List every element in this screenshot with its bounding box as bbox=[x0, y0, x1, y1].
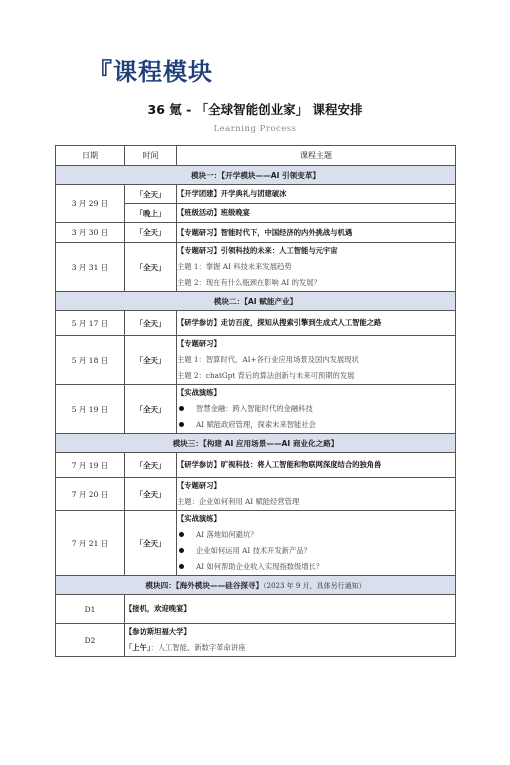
topic-line: 主题 2：chatGpt 背后的算法创新与未来可预期的发展 bbox=[177, 371, 355, 380]
bullet-item bbox=[177, 401, 455, 417]
row-topic bbox=[177, 511, 456, 576]
row-date: 5 月 17 日 bbox=[56, 311, 125, 336]
row-time: 「全天」 bbox=[125, 311, 177, 336]
column-header-date: 日期 bbox=[56, 146, 125, 166]
table-row bbox=[56, 311, 456, 336]
bullet-icon bbox=[179, 406, 184, 411]
module-title: 模块二：【AI 赋能产业】 bbox=[56, 292, 456, 311]
topic-line: 【专题研习】引领科技的未来：人工智能与元宇宙 bbox=[177, 246, 338, 255]
table-row bbox=[56, 336, 456, 385]
topic-line: 主题 1：掌握 AI 科技未来发展趋势 bbox=[177, 262, 292, 271]
row-topic bbox=[177, 453, 456, 478]
row-time: 「全天」 bbox=[125, 243, 177, 292]
topic-line: 【研学参访】旷视科技：将人工智能和物联网深度结合的独角兽 bbox=[177, 460, 382, 469]
row-topic bbox=[125, 595, 456, 624]
session-time: 「上午」 bbox=[125, 643, 151, 652]
row-topic bbox=[177, 478, 456, 511]
row-topic bbox=[177, 311, 456, 336]
bullet-icon bbox=[179, 548, 184, 553]
topic-line: 【专题研习】智能时代下，中国经济的内外挑战与机遇 bbox=[177, 227, 353, 237]
module-row bbox=[56, 166, 456, 185]
topic-line: 【研学参访】走访百度，探知从搜索引擎到生成式人工智能之路 bbox=[177, 318, 382, 327]
session-topic: ：人工智能、新数字革命讲座 bbox=[150, 643, 246, 652]
row-date: 3 月 31 日 bbox=[56, 243, 125, 292]
bullet-text: AI 赋能政府管理，探索未来智能社会 bbox=[196, 420, 316, 429]
topic-line: 主题 2：现在有什么瓶颈在影响 AI 的发展？ bbox=[177, 278, 321, 287]
row-date: 3 月 29 日 bbox=[56, 185, 125, 223]
bullet-icon bbox=[179, 564, 184, 569]
row-time: 「全天」 bbox=[125, 511, 177, 576]
row-time: 「全天」 bbox=[125, 478, 177, 511]
topic-line: 【开学团建】开学典礼与团建破冰 bbox=[177, 189, 287, 198]
row-topic bbox=[177, 243, 456, 292]
row-date: D2 bbox=[56, 624, 125, 657]
topic-line: 【专题研习】 bbox=[177, 481, 221, 490]
row-date: D1 bbox=[56, 595, 125, 624]
row-topic bbox=[177, 204, 456, 223]
bullet-text: 智慧金融：跨入智能时代的金融科技 bbox=[196, 404, 313, 413]
topic-line: 【实战演练】 bbox=[177, 388, 221, 397]
row-date: 5 月 18 日 bbox=[56, 336, 125, 385]
topic-line bbox=[125, 640, 455, 656]
row-time: 「全天」 bbox=[125, 336, 177, 385]
table-row bbox=[56, 595, 456, 624]
row-date: 3 月 30 日 bbox=[56, 223, 125, 243]
topic-line: 【参访斯坦福大学】 bbox=[125, 627, 191, 636]
page-heading: 『课程模块 bbox=[88, 58, 213, 86]
topic-line: 主题 1：智算时代，AI+各行业应用场景及国内发展现状 bbox=[177, 355, 359, 364]
row-date: 7 月 19 日 bbox=[56, 453, 125, 478]
row-date: 7 月 21 日 bbox=[56, 511, 125, 576]
bullet-icon bbox=[179, 532, 184, 537]
learning-process-caption: Learning Process bbox=[213, 124, 297, 134]
row-topic bbox=[125, 624, 456, 657]
schedule-title: 36 氪 - 「全球智能创业家」 课程安排 bbox=[147, 102, 363, 117]
bullet-text: 企业如何运用 AI 技术开发新产品？ bbox=[196, 546, 311, 555]
table-row bbox=[56, 624, 456, 657]
bullet-item bbox=[177, 527, 455, 543]
table-row bbox=[56, 185, 456, 204]
bullet-item bbox=[177, 417, 455, 433]
module-row bbox=[56, 434, 456, 453]
topic-line: 【实战演练】 bbox=[177, 514, 221, 523]
schedule-table bbox=[55, 145, 456, 657]
topic-line: 【班级活动】班级晚宴 bbox=[177, 208, 250, 217]
bullet-item bbox=[177, 559, 455, 575]
module-title-text: 模块四：【海外模块——硅谷探寻】 bbox=[145, 580, 264, 590]
row-time: 「全天」 bbox=[125, 385, 177, 434]
column-header-time: 时间 bbox=[125, 146, 177, 166]
row-time: 「晚上」 bbox=[125, 204, 177, 223]
bullet-text: AI 落地如何避坑？ bbox=[196, 530, 258, 539]
row-topic bbox=[177, 185, 456, 204]
row-date: 5 月 19 日 bbox=[56, 385, 125, 434]
topic-line: 【专题研习】 bbox=[177, 339, 221, 348]
topic-line: 【接机，欢迎晚宴】 bbox=[125, 604, 191, 613]
module-title: 模块一：【开学模块——AI 引领变革】 bbox=[56, 166, 456, 185]
table-row bbox=[56, 511, 456, 576]
module-title bbox=[56, 576, 456, 595]
table-row bbox=[56, 385, 456, 434]
topic-line: 主题：企业如何利用 AI 赋能经营管理 bbox=[177, 497, 300, 506]
row-topic bbox=[177, 336, 456, 385]
table-row bbox=[56, 478, 456, 511]
bullet-text: AI 如何帮助企业收入实现指数级增长？ bbox=[196, 562, 324, 571]
module-row bbox=[56, 576, 456, 595]
table-row bbox=[56, 243, 456, 292]
row-topic bbox=[177, 385, 456, 434]
module-note: （2023 年 9 月，具体另行通知） bbox=[263, 581, 366, 590]
table-row bbox=[56, 453, 456, 478]
bullet-icon bbox=[179, 422, 184, 427]
column-header-topic: 课程主题 bbox=[177, 146, 456, 166]
row-time: 「全天」 bbox=[125, 453, 177, 478]
row-date: 7 月 20 日 bbox=[56, 478, 125, 511]
table-row bbox=[56, 223, 456, 243]
bullet-item bbox=[177, 543, 455, 559]
row-topic bbox=[177, 223, 456, 243]
row-time: 「全天」 bbox=[125, 223, 177, 243]
module-row bbox=[56, 292, 456, 311]
module-title: 模块三：【构建 AI 应用场景——AI 商业化之路】 bbox=[56, 434, 456, 453]
table-header-row bbox=[56, 146, 456, 166]
row-time: 「全天」 bbox=[125, 185, 177, 204]
